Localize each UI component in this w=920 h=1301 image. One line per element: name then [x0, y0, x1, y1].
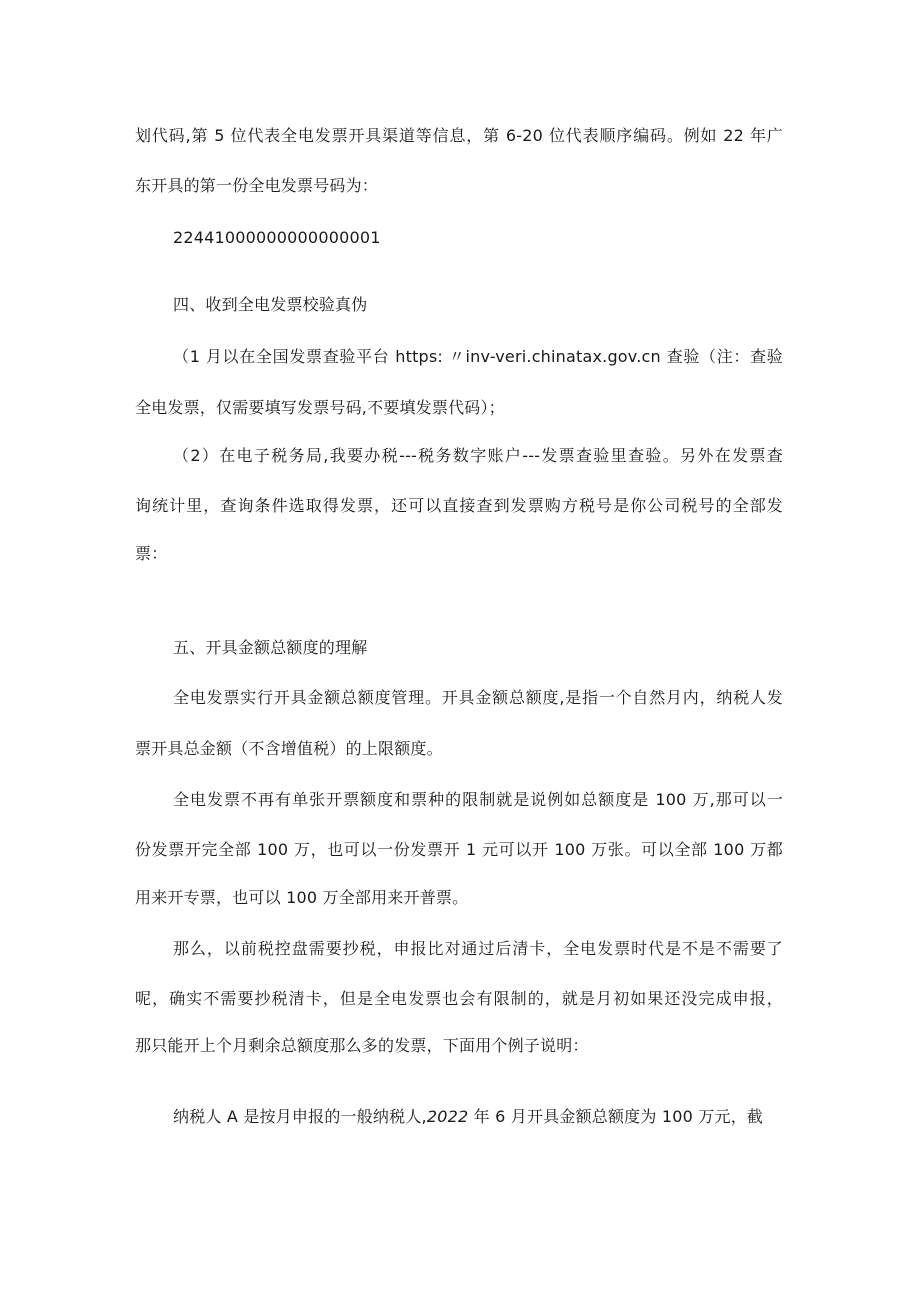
paragraph-line: 用来开专票，也可以 100 万全部用来开普票。: [135, 888, 469, 907]
paragraph-line: 全电发票不再有单张开票额度和票种的限制就是说例如总额度是 100 万,那可以一: [173, 790, 783, 809]
paragraph-line: 东开具的第一份全电发票号码为：: [135, 176, 379, 195]
paragraph-line: 全电发票实行开具金额总额度管理。开具金额总额度,是指一个自然月内，纳税人发: [173, 688, 783, 707]
invoice-number-example: 22441000000000000001: [173, 228, 381, 247]
text-segment: 纳税人 A 是按月申报的一般纳税人,: [173, 1107, 427, 1126]
year-text: 2022: [426, 1107, 469, 1126]
paragraph-line: 全电发票，仅需要填写发票号码,不要填发票代码）；: [135, 398, 505, 417]
paragraph-line: （2）在电子税务局,我要办税---税务数字账户---发票查验里查验。另外在发票查: [173, 446, 783, 465]
paragraph-line: （1 月以在全国发票查验平台 https: 〃inv-veri.chinatax.gov.cn 查验（注：查验: [173, 347, 783, 366]
paragraph-line: 那么，以前税控盘需要抄税，申报比对通过后清卡，全电发票时代是不是不需要了: [173, 939, 783, 958]
section-heading-total-limit: 五、开具金额总额度的理解: [173, 638, 368, 657]
paragraph-line: [173, 1107, 783, 1127]
paragraph-line: 呢，确实不需要抄税清卡，但是全电发票也会有限制的，就是月初如果还没完成申报，: [135, 989, 783, 1008]
paragraph-line: 询统计里，查询条件选取得发票，还可以直接查到发票购方税号是你公司税号的全部发: [135, 496, 783, 515]
text-segment: 年 6 月开具金额总额度为 100 万元，截: [468, 1107, 764, 1126]
paragraph-line: 票开具总金额（不含增值税）的上限额度。: [135, 739, 443, 758]
paragraph-line: 那只能开上个月剩余总额度那么多的发票，下面用个例子说明：: [135, 1036, 589, 1055]
paragraph-line: 份发票开完全部 100 万，也可以一份发票开 1 元可以开 100 万张。可以全部 100 万都: [135, 840, 783, 859]
paragraph-line-part: [173, 1107, 763, 1127]
section-heading-verify: 四、收到全电发票校验真伪: [173, 295, 368, 314]
paragraph-line: 划代码,第 5 位代表全电发票开具渠道等信息，第 6-20 位代表顺序编码。例如 22 年广: [135, 126, 783, 145]
paragraph-line: 票：: [135, 544, 168, 563]
